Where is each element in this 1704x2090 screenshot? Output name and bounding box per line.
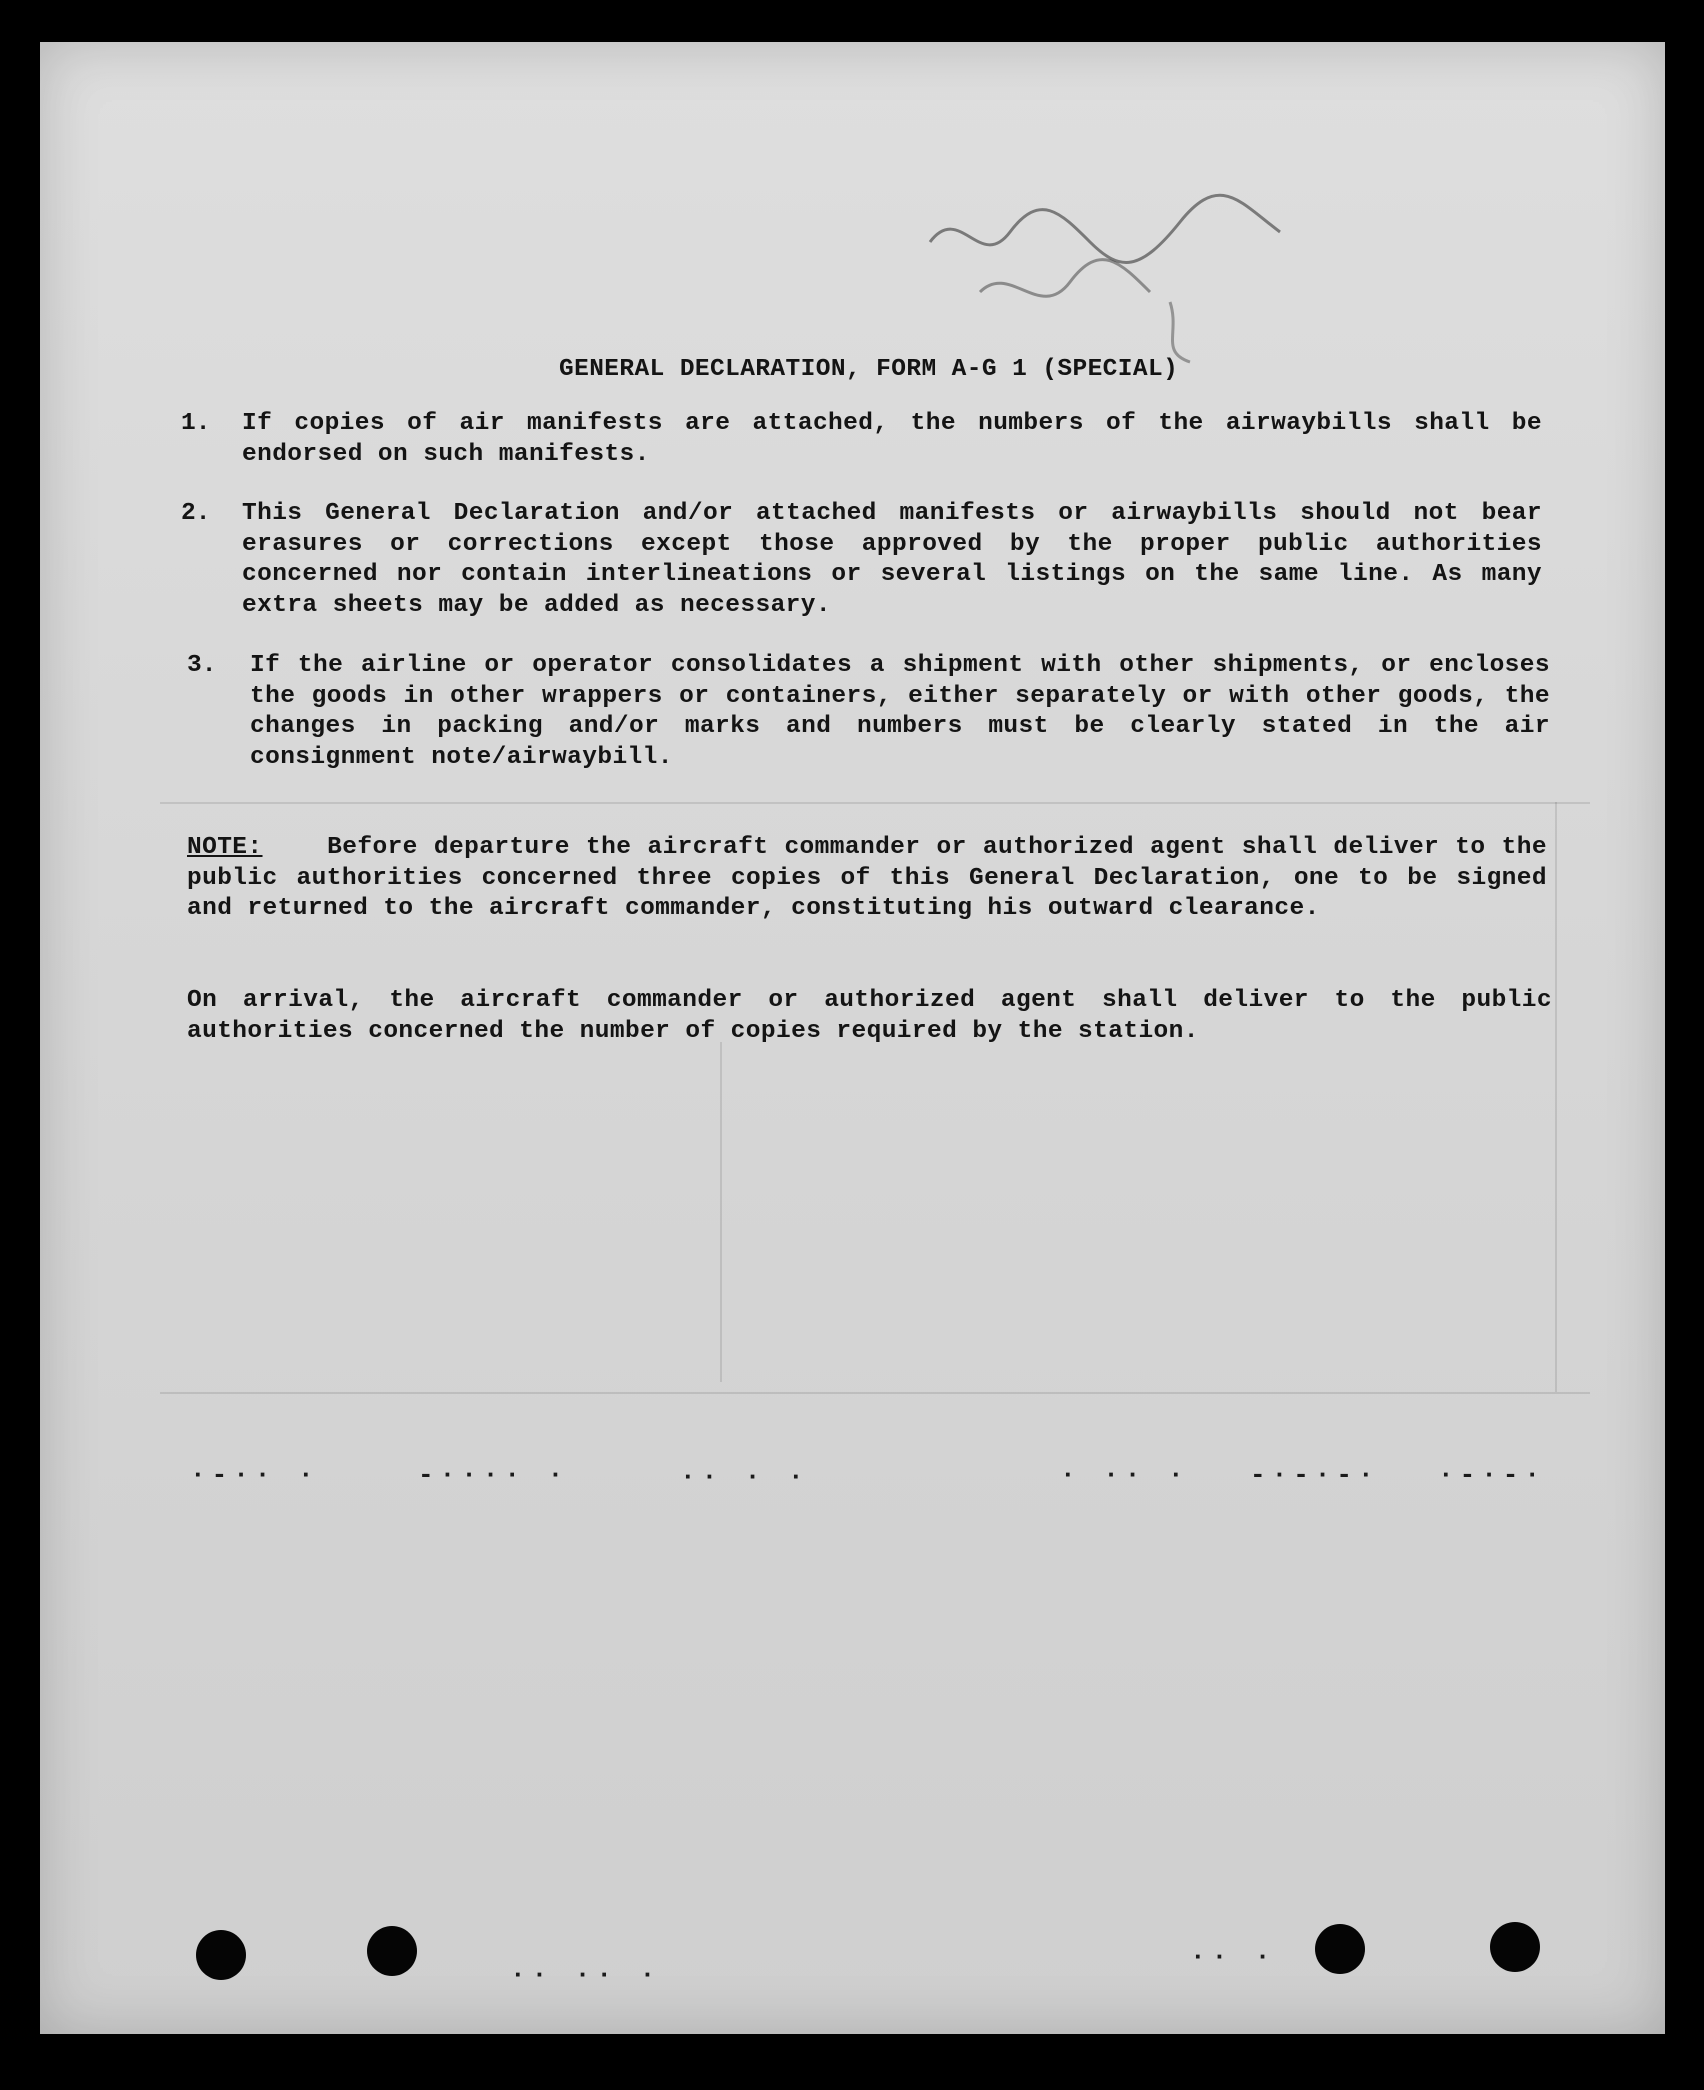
item-text: If the airline or operator consolidates a shipment with other shipments, or encloses the goods in other wrappers or containers, either separately or with other goods, the changes in packing and/or marks and numbers must be clearly stated in the air consignment note/airwaybill.	[250, 652, 1550, 771]
punch-hole	[367, 1926, 417, 1976]
bleed-through-dots: · ·· ·	[1060, 1460, 1190, 1490]
bleed-through-dots: ·· ·	[1190, 1942, 1277, 1972]
paper-sheet	[40, 42, 1665, 2034]
item-number: 3.	[187, 652, 217, 679]
bleed-through-rule	[1555, 802, 1557, 1392]
bleed-through-dots: -·-·-·	[1250, 1460, 1380, 1490]
bleed-through-rule	[720, 1042, 722, 1382]
bleed-through-rule	[160, 802, 1590, 804]
bleed-through-dots: ·-·-·	[1438, 1460, 1547, 1490]
item-text: If copies of air manifests are attached, the numbers of the airwaybills shall be endorsed on such manifests.	[242, 410, 1542, 468]
item-text: This General Declaration and/or attached manifests or airwaybills should not bear erasures or corrections except those approved by the proper public authorities concerned nor contain interlineations or several listings on the same line. As many extra sheets may be added as necessary.	[242, 500, 1542, 619]
handwritten-scribble	[920, 182, 1340, 382]
bleed-through-rule	[160, 1392, 1590, 1394]
item-number: 1.	[181, 410, 211, 437]
bleed-through-dots: ·· ·· ·	[510, 1960, 662, 1990]
note-text: Before departure the aircraft commander or authorized agent shall deliver to the public authorities concerned three copies of this General Declaration, one to be signed and returned to the aircraft commander, constituting his outward clearance.	[187, 834, 1547, 922]
document-title: GENERAL DECLARATION, FORM A-G 1 (SPECIAL)	[559, 356, 1179, 383]
bleed-through-dots: -···· ·	[418, 1460, 570, 1490]
bleed-through-dots: ·· · ·	[680, 1462, 810, 1492]
item-number: 2.	[181, 500, 211, 527]
note-paragraph	[187, 833, 1547, 925]
note-label: NOTE:	[187, 834, 263, 861]
punch-hole	[196, 1930, 246, 1980]
bleed-through-dots: ·-·· ·	[190, 1460, 320, 1490]
punch-hole	[1490, 1922, 1540, 1972]
note-gap	[263, 834, 328, 861]
arrival-paragraph: On arrival, the aircraft commander or authorized agent shall deliver to the public authorities concerned the number of copies required by the station.	[187, 987, 1552, 1045]
punch-hole	[1315, 1924, 1365, 1974]
